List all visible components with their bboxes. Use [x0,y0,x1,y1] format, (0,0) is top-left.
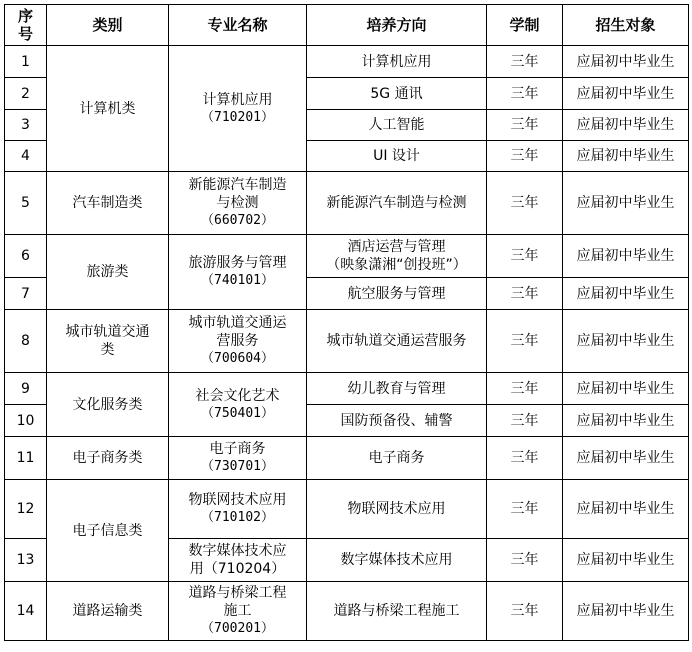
target-cell: 应届初中毕业生 [563,78,689,110]
duration-cell: 三年 [487,480,563,539]
category-cell [47,582,169,641]
major-code: （730701） [201,459,274,474]
major-cell [169,437,307,480]
row-index: 11 [5,437,47,480]
header-category: 类别 [47,5,169,46]
cell-line: 施工 [223,603,252,619]
target-cell: 应届初中毕业生 [563,480,689,539]
direction-cell [307,539,487,582]
header-target: 招生对象 [563,5,689,46]
direction-cell [307,46,487,78]
row-index: 6 [5,235,47,278]
cell-line: 道路与桥梁工程 [188,585,287,601]
cell-line: 物联网技术应用 [188,492,287,508]
row-index: 9 [5,373,47,405]
cell-line: 计算机应用 [361,53,432,70]
direction-cell [307,172,487,235]
table-row [5,310,689,373]
row-index: 7 [5,278,47,310]
cell-line: 城市轨道交通运营服务 [326,333,467,349]
cell-line: 电子商务 [209,441,266,457]
direction-cell [307,480,487,539]
cell-line: 社会文化艺术 [195,387,280,404]
duration-cell: 三年 [487,310,563,373]
direction-cell [307,141,487,172]
major-cell [169,46,307,172]
cell-line: 数字媒体技术应用 [340,552,453,568]
major-code: （710201） [201,109,274,125]
header-direction: 培养方向 [307,5,487,46]
major-code: （660702） [201,213,274,228]
table-row [5,172,689,235]
row-index: 13 [5,539,47,582]
cell-line: （映象潇湘“创投班”） [326,257,467,273]
direction-cell [307,78,487,110]
cell-line: 人工智能 [368,117,425,133]
target-cell: 应届初中毕业生 [563,539,689,582]
cell-line: 营服务 [216,333,259,349]
cell-line: 汽车制造类 [72,195,143,211]
direction-cell [307,278,487,310]
table-row [5,437,689,480]
cell-line: 计算机类 [79,100,136,117]
major-code: （740101） [201,273,274,288]
direction-cell [307,310,487,373]
cell-line: 酒店运营与管理 [347,239,446,255]
category-cell [47,46,169,172]
major-cell [169,582,307,641]
category-cell [47,437,169,480]
duration-cell: 三年 [487,235,563,278]
row-index: 2 [5,78,47,110]
target-cell: 应届初中毕业生 [563,172,689,235]
category-cell [47,172,169,235]
cell-line: 国防预备役、辅警 [340,412,453,429]
duration-cell: 三年 [487,582,563,641]
direction-cell [307,235,487,278]
header-duration: 学制 [487,5,563,46]
row-index: 5 [5,172,47,235]
duration-cell: 三年 [487,110,563,141]
direction-cell [307,582,487,641]
major-code: （700201） [201,621,274,636]
table-row [5,582,689,641]
major-cell [169,310,307,373]
row-index: 8 [5,310,47,373]
direction-cell [307,373,487,405]
row-index: 1 [5,46,47,78]
cell-line: 旅游类 [86,264,129,280]
cell-line: 电子商务类 [72,450,143,466]
major-code: （710102） [201,510,274,525]
target-cell: 应届初中毕业生 [563,110,689,141]
header-index: 序 号 [5,5,47,46]
duration-cell: 三年 [487,278,563,310]
target-cell: 应届初中毕业生 [563,582,689,641]
cell-line: 幼儿教育与管理 [347,380,446,397]
cell-line: 计算机应用 [202,91,273,108]
table-row [5,46,689,78]
direction-cell [307,110,487,141]
table-row [5,373,689,405]
cell-line: 城市轨道交通 [65,324,150,340]
target-cell: 应届初中毕业生 [563,437,689,480]
target-cell: 应届初中毕业生 [563,405,689,437]
row-index: 12 [5,480,47,539]
major-cell [169,235,307,310]
duration-cell: 三年 [487,141,563,172]
duration-cell: 三年 [487,405,563,437]
duration-cell: 三年 [487,46,563,78]
target-cell: 应届初中毕业生 [563,141,689,172]
cell-line: 与检测 [216,195,259,211]
cell-line: 电子信息类 [72,522,143,539]
cell-line: 电子商务 [368,450,425,466]
row-index: 4 [5,141,47,172]
table-row [5,480,689,539]
direction-cell [307,437,487,480]
category-cell [47,480,169,582]
cell-line: 航空服务与管理 [347,285,446,302]
table-body [5,46,689,641]
row-index: 3 [5,110,47,141]
cell-line: 新能源汽车制造 [188,177,287,193]
target-cell: 应届初中毕业生 [563,310,689,373]
row-index: 10 [5,405,47,437]
major-cell [169,480,307,539]
target-cell: 应届初中毕业生 [563,278,689,310]
target-cell: 应届初中毕业生 [563,373,689,405]
cell-line: 城市轨道交通运 [188,315,287,331]
major-cell [169,373,307,437]
duration-cell: 三年 [487,78,563,110]
cell-line: 数字媒体技术应 [188,543,287,559]
category-cell [47,235,169,310]
major-code: （750401） [201,405,274,421]
header-row [5,5,689,46]
duration-cell: 三年 [487,437,563,480]
cell-line: 5G 通讯 [370,85,423,102]
duration-cell: 三年 [487,539,563,582]
major-cell [169,539,307,582]
header-major: 专业名称 [169,5,307,46]
cell-line: 物联网技术应用 [347,501,446,517]
cell-line: 用（710204） [189,561,286,577]
direction-cell [307,405,487,437]
target-cell: 应届初中毕业生 [563,235,689,278]
category-cell [47,310,169,373]
cell-line: UI 设计 [373,148,420,164]
row-index: 14 [5,582,47,641]
cell-line: 文化服务类 [72,396,143,413]
category-cell [47,373,169,437]
cell-line: 新能源汽车制造与检测 [326,195,467,211]
cell-line: 道路与桥梁工程施工 [333,603,460,619]
target-cell: 应届初中毕业生 [563,46,689,78]
cell-line: 道路运输类 [72,603,143,619]
enrollment-table [4,4,689,641]
cell-line: 旅游服务与管理 [188,255,287,271]
major-cell [169,172,307,235]
major-code: （700604） [201,351,274,366]
duration-cell: 三年 [487,373,563,405]
duration-cell: 三年 [487,172,563,235]
table-row [5,235,689,278]
cell-line: 类 [100,342,115,358]
